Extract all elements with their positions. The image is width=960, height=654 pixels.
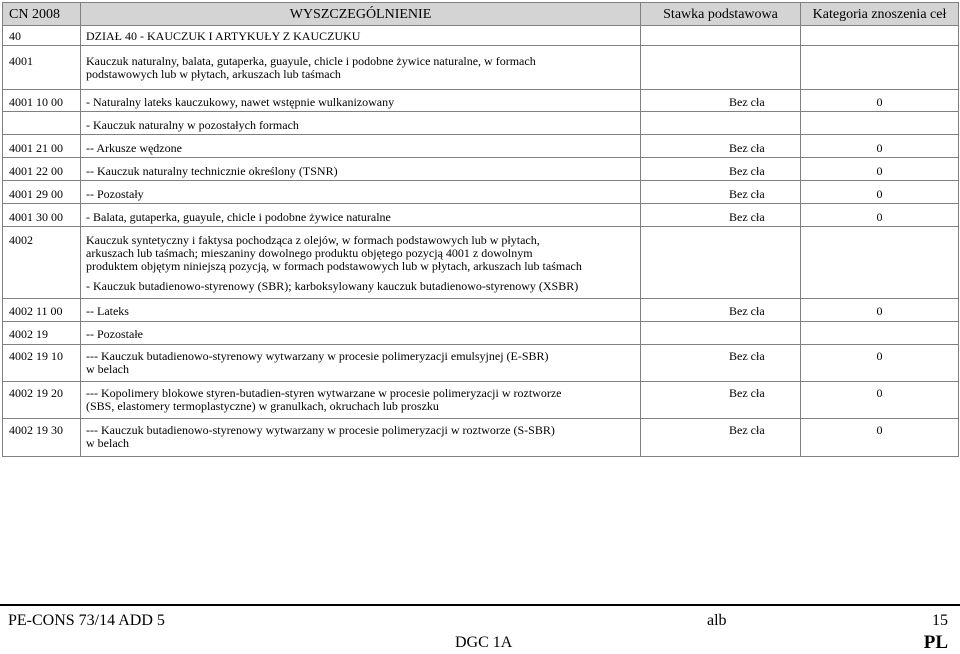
cn-code-cell (3, 299, 81, 322)
base-rate-cell (641, 227, 801, 275)
table-row (3, 181, 959, 204)
cn-code-text: 4001 (9, 54, 33, 68)
base-rate-text: Bez cła (729, 95, 765, 109)
description-text: - Kauczuk butadienowo-styrenowy (SBR); karboksylowany kauczuk butadienowo-styrenowy (XSBR) (86, 278, 579, 293)
table-row (3, 419, 959, 457)
language-code: alb (707, 612, 727, 629)
staging-category-text: 0 (876, 386, 883, 400)
staging-category-cell (801, 322, 959, 345)
staging-category-text: 0 (876, 95, 883, 109)
base-rate-text: Bez cła (729, 349, 765, 363)
staging-category-cell (801, 275, 959, 299)
table-row (3, 46, 959, 90)
description-cell (81, 112, 641, 135)
description-cell (81, 158, 641, 181)
cn-code-cell (3, 322, 81, 345)
header-description: WYSZCZEGÓLNIENIE (81, 3, 641, 26)
cn-code-cell (3, 26, 81, 46)
cn-code-text: 40 (9, 29, 21, 43)
table-row (3, 345, 959, 382)
base-rate-text: Bez cła (729, 187, 765, 201)
description-cell (81, 26, 641, 46)
cn-code-cell (3, 345, 81, 382)
cn-code-text: 4001 22 00 (9, 164, 63, 178)
base-rate-cell (641, 204, 801, 227)
base-rate-cell (641, 46, 801, 90)
base-rate-text: Bez cła (729, 141, 765, 155)
staging-category-cell (801, 345, 959, 382)
base-rate-text: Bez cła (729, 210, 765, 224)
cn-code-text: 4002 19 (9, 327, 48, 341)
description-text: -- Pozostałe (86, 327, 143, 341)
cn-code-cell (3, 419, 81, 457)
description-cell (81, 299, 641, 322)
description-text: - Kauczuk naturalny w pozostałych formach (86, 118, 299, 132)
cn-code-text: 4002 19 30 (9, 423, 63, 437)
description-cell (81, 181, 641, 204)
table-row (3, 112, 959, 135)
base-rate-cell (641, 181, 801, 204)
staging-category-text: 0 (876, 423, 883, 437)
cn-code-text: 4002 19 10 (9, 349, 63, 363)
staging-category-cell (801, 46, 959, 90)
table-row (3, 135, 959, 158)
cn-code-cell (3, 46, 81, 90)
description-cell (81, 46, 641, 90)
cn-code-cell (3, 181, 81, 204)
cn-code-cell (3, 135, 81, 158)
description-cell (81, 345, 641, 382)
base-rate-cell (641, 158, 801, 181)
base-rate-cell (641, 275, 801, 299)
staging-category-cell (801, 227, 959, 275)
staging-category-cell (801, 181, 959, 204)
table-row (3, 382, 959, 419)
description-text: -- Lateks (86, 304, 129, 318)
staging-category-cell (801, 158, 959, 181)
cn-code-text: 4001 29 00 (9, 187, 63, 201)
document-reference: PE-CONS 73/14 ADD 5 (8, 612, 165, 629)
table-body (3, 26, 959, 457)
table-row (3, 158, 959, 181)
description-text: -- Kauczuk naturalny technicznie określony (TSNR) (86, 164, 338, 178)
cn-code-cell (3, 275, 81, 299)
cn-code-cell (3, 227, 81, 275)
header-staging-category: Kategoria znoszenia ceł (801, 3, 959, 26)
base-rate-cell (641, 382, 801, 419)
base-rate-cell (641, 419, 801, 457)
description-text: -- Arkusze wędzone (86, 141, 182, 155)
header-cn-code: CN 2008 (3, 3, 81, 26)
table-row (3, 90, 959, 112)
staging-category-cell (801, 299, 959, 322)
base-rate-cell (641, 135, 801, 158)
cn-code-cell (3, 112, 81, 135)
description-cell (81, 227, 641, 275)
description-text: --- Kopolimery blokowe styren-butadien-styren wytwarzane w procesie polimeryzacji w roztworze (SBS, elastomery termoplastyczne) w granulkach, okruchach lub proszku (86, 386, 562, 413)
page-number: 15 (932, 612, 948, 629)
cn-code-text: 4001 30 00 (9, 210, 63, 224)
base-rate-cell (641, 26, 801, 46)
base-rate-text: Bez cła (729, 164, 765, 178)
staging-category-cell (801, 112, 959, 135)
directorate-code: DGC 1A (455, 634, 513, 651)
table-row (3, 299, 959, 322)
cn-code-text: 4001 10 00 (9, 95, 63, 109)
cn-code-text: 4002 11 00 (9, 304, 63, 318)
base-rate-cell (641, 112, 801, 135)
cn-code-cell (3, 158, 81, 181)
table-row (3, 227, 959, 275)
description-cell (81, 382, 641, 419)
staging-category-text: 0 (876, 187, 883, 201)
base-rate-text: Bez cła (729, 386, 765, 400)
cn-code-text: 4001 21 00 (9, 141, 63, 155)
staging-category-text: 0 (876, 210, 883, 224)
description-text: - Naturalny lateks kauczukowy, nawet wstępnie wulkanizowany (86, 95, 395, 109)
staging-category-cell (801, 26, 959, 46)
base-rate-cell (641, 345, 801, 382)
cn-code-cell (3, 90, 81, 112)
table-row (3, 204, 959, 227)
description-text: - Balata, gutaperka, guayule, chicle i podobne żywice naturalne (86, 210, 391, 224)
description-text: -- Pozostały (86, 187, 144, 201)
description-cell (81, 419, 641, 457)
cn-code-cell (3, 382, 81, 419)
staging-category-text: 0 (876, 164, 883, 178)
staging-category-text: 0 (876, 141, 883, 155)
table-header-row (3, 3, 959, 26)
base-rate-text: Bez cła (729, 304, 765, 318)
table-row (3, 322, 959, 345)
description-cell (81, 90, 641, 112)
table-row (3, 26, 959, 46)
description-text: Kauczuk syntetyczny i faktysa pochodząca z olejów, w formach podstawowych lub w płytach, arkuszach lub taśmach; mieszaniny dowolnego produktu objętego pozycją 4001 z dowolnym produktem objętym niniejszą pozycją, w formach podstawowych lub w płytach, arkuszach lub taśmach (86, 233, 582, 273)
description-text: DZIAŁ 40 - KAUCZUK I ARTYKUŁY Z KAUCZUKU (86, 29, 361, 43)
header-base-rate: Stawka podstawowa (641, 3, 801, 26)
page-footer (0, 604, 960, 652)
staging-category-text: 0 (876, 304, 883, 318)
tariff-table (2, 2, 959, 457)
language-badge: PL (923, 632, 948, 653)
description-cell (81, 204, 641, 227)
description-text: Kauczuk naturalny, balata, gutaperka, guayule, chicle i podobne żywice naturalne, w formach podstawowych lub w płytach, arkuszach lub taśmach (86, 54, 536, 81)
description-cell (81, 135, 641, 158)
base-rate-cell (641, 90, 801, 112)
base-rate-text: Bez cła (729, 423, 765, 437)
staging-category-cell (801, 90, 959, 112)
description-text: --- Kauczuk butadienowo-styrenowy wytwarzany w procesie polimeryzacji emulsyjnej (E-SBR) w belach (86, 349, 549, 376)
base-rate-cell (641, 322, 801, 345)
base-rate-cell (641, 299, 801, 322)
table-row (3, 275, 959, 299)
description-cell (81, 275, 641, 299)
cn-code-text: 4002 (9, 233, 33, 247)
staging-category-cell (801, 419, 959, 457)
cn-code-text: 4002 19 20 (9, 386, 63, 400)
staging-category-cell (801, 135, 959, 158)
staging-category-cell (801, 204, 959, 227)
description-text: --- Kauczuk butadienowo-styrenowy wytwarzany w procesie polimeryzacji w roztworze (S-SBR) w belach (86, 423, 555, 450)
cn-code-cell (3, 204, 81, 227)
description-cell (81, 322, 641, 345)
staging-category-cell (801, 382, 959, 419)
staging-category-text: 0 (876, 349, 883, 363)
